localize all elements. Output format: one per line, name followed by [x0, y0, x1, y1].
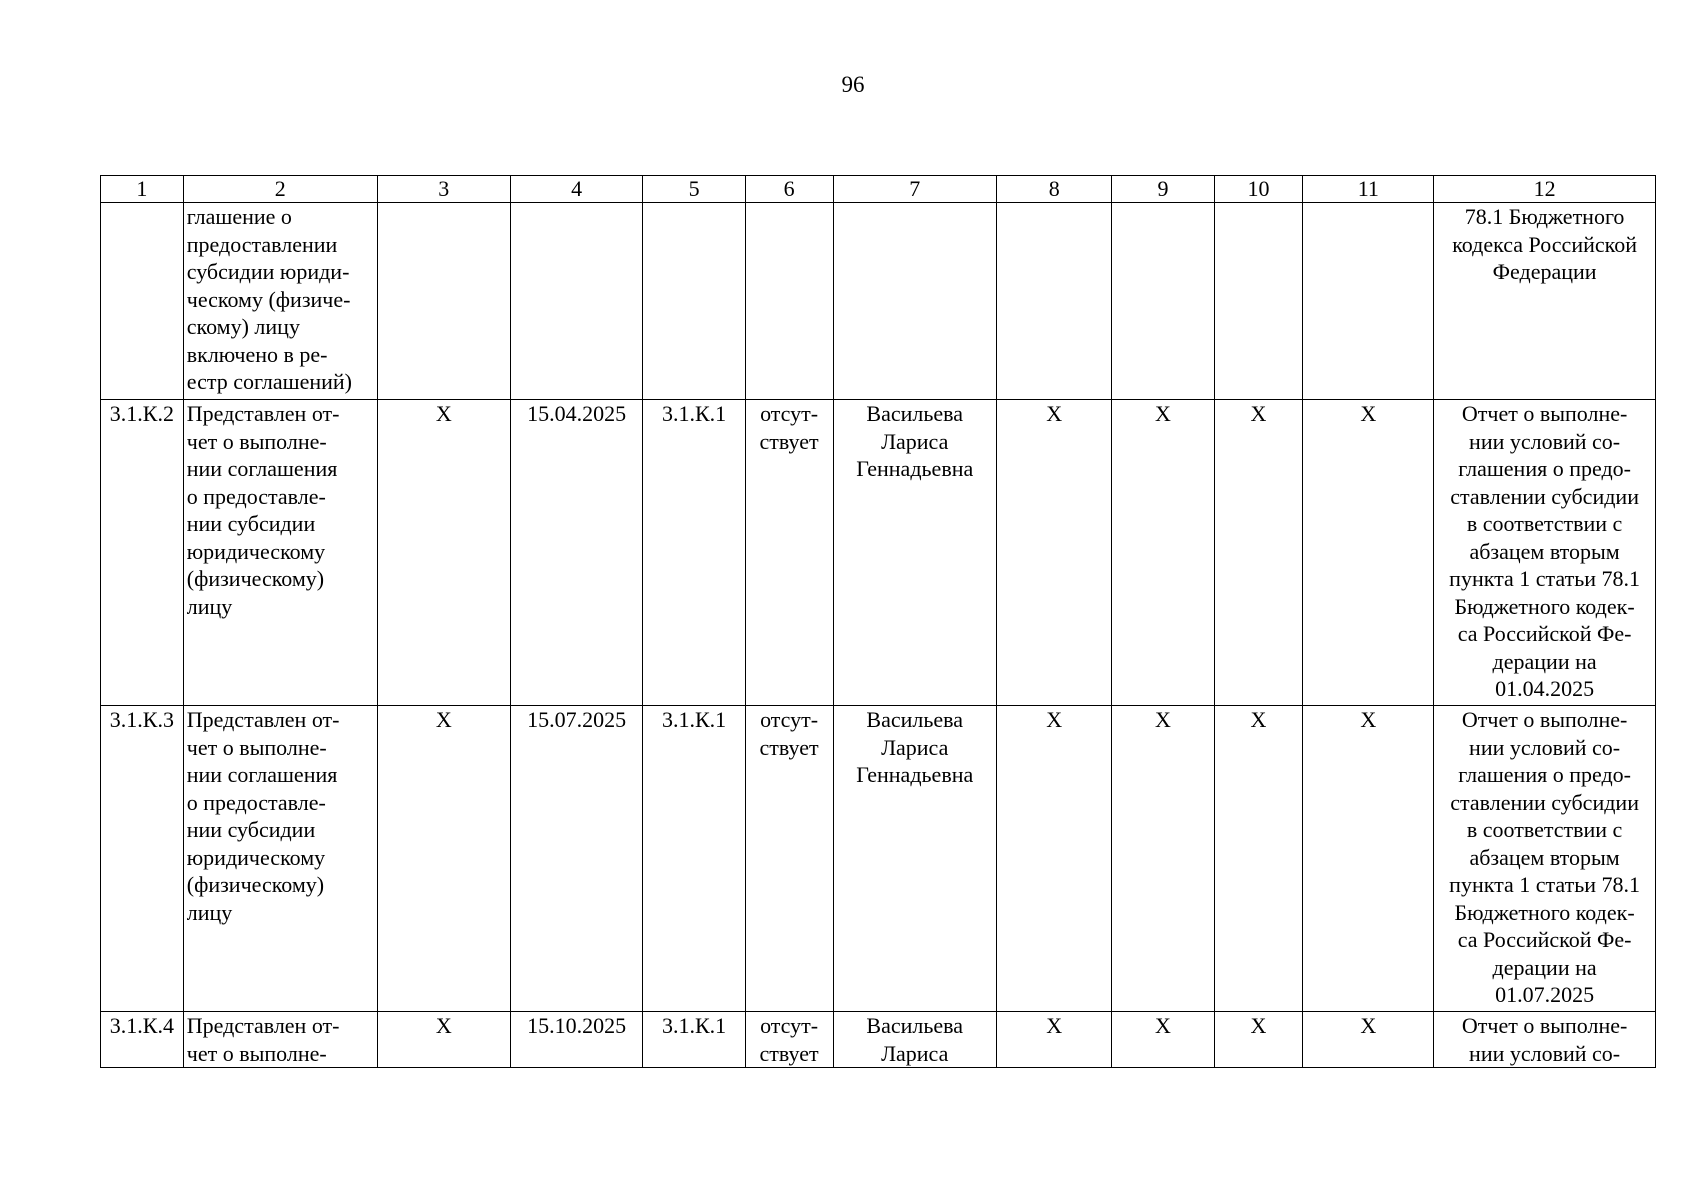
column-header: 4 [510, 176, 643, 203]
cell-col8: X [996, 1012, 1111, 1068]
column-header: 8 [996, 176, 1111, 203]
table-row [101, 203, 1656, 400]
cell-col10: X [1214, 400, 1303, 706]
schedule-table [100, 175, 1656, 1068]
cell-id: 3.1.К.2 [101, 400, 184, 706]
column-header: 7 [833, 176, 996, 203]
column-header: 6 [745, 176, 833, 203]
cell-col10: X [1214, 706, 1303, 1012]
cell-col11 [1303, 203, 1434, 400]
column-header: 9 [1112, 176, 1214, 203]
cell-id [101, 203, 184, 400]
cell-col9 [1112, 203, 1214, 400]
cell-date [510, 203, 643, 400]
cell-date: 15.04.2025 [510, 400, 643, 706]
page-number: 96 [841, 72, 865, 97]
cell-col11: X [1303, 1012, 1434, 1068]
cell-event: Представлен от- чет о выполне- нии соглашения о предоставле- нии субсидии юридическому (физическому) лицу [183, 400, 377, 706]
table-header-row [101, 176, 1656, 203]
cell-col3: X [377, 1012, 510, 1068]
cell-col6: отсут- ствует [745, 400, 833, 706]
cell-col6: отсут- ствует [745, 706, 833, 1012]
cell-responsible: Васильева Лариса [833, 1012, 996, 1068]
table-row [101, 400, 1656, 706]
cell-id: 3.1.К.3 [101, 706, 184, 1012]
cell-col3: X [377, 706, 510, 1012]
cell-col6: отсут- ствует [745, 1012, 833, 1068]
cell-document: Отчет о выполне- нии условий со- глашения о предо- ставлении субсидии в соответствии с абзацем вторым пункта 1 статьи 78.1 Бюджетного кодек- са Российской Фе- дерации на 01.04.2025 [1434, 400, 1656, 706]
cell-document: 78.1 Бюджетного кодекса Российской Федерации [1434, 203, 1656, 400]
cell-event: глашение о предоставлении субсидии юриди- ческому (физиче- скому) лицу включено в ре- естр соглашений) [183, 203, 377, 400]
cell-document: Отчет о выполне- нии условий со- [1434, 1012, 1656, 1068]
cell-responsible: Васильева Лариса Геннадьевна [833, 400, 996, 706]
column-header: 10 [1214, 176, 1303, 203]
column-header: 5 [643, 176, 745, 203]
cell-predecessor: 3.1.К.1 [643, 1012, 745, 1068]
cell-col9: X [1112, 400, 1214, 706]
column-header: 12 [1434, 176, 1656, 203]
cell-responsible [833, 203, 996, 400]
column-header: 3 [377, 176, 510, 203]
cell-col11: X [1303, 400, 1434, 706]
cell-predecessor: 3.1.К.1 [643, 400, 745, 706]
cell-col6 [745, 203, 833, 400]
cell-date: 15.10.2025 [510, 1012, 643, 1068]
cell-col10 [1214, 203, 1303, 400]
column-header: 2 [183, 176, 377, 203]
cell-col3: X [377, 400, 510, 706]
cell-event: Представлен от- чет о выполне- [183, 1012, 377, 1068]
cell-col8: X [996, 400, 1111, 706]
cell-document: Отчет о выполне- нии условий со- глашения о предо- ставлении субсидии в соответствии с абзацем вторым пункта 1 статьи 78.1 Бюджетного кодек- са Российской Фе- дерации на 01.07.2025 [1434, 706, 1656, 1012]
cell-col11: X [1303, 706, 1434, 1012]
cell-responsible: Васильева Лариса Геннадьевна [833, 706, 996, 1012]
cell-col8 [996, 203, 1111, 400]
cell-col9: X [1112, 706, 1214, 1012]
cell-col9: X [1112, 1012, 1214, 1068]
cell-event: Представлен от- чет о выполне- нии соглашения о предоставле- нии субсидии юридическому (физическому) лицу [183, 706, 377, 1012]
cell-col8: X [996, 706, 1111, 1012]
column-header: 11 [1303, 176, 1434, 203]
cell-col10: X [1214, 1012, 1303, 1068]
cell-date: 15.07.2025 [510, 706, 643, 1012]
column-header: 1 [101, 176, 184, 203]
cell-predecessor [643, 203, 745, 400]
table-row [101, 706, 1656, 1012]
table-row [101, 1012, 1656, 1068]
cell-col3 [377, 203, 510, 400]
cell-predecessor: 3.1.К.1 [643, 706, 745, 1012]
cell-id: 3.1.К.4 [101, 1012, 184, 1068]
